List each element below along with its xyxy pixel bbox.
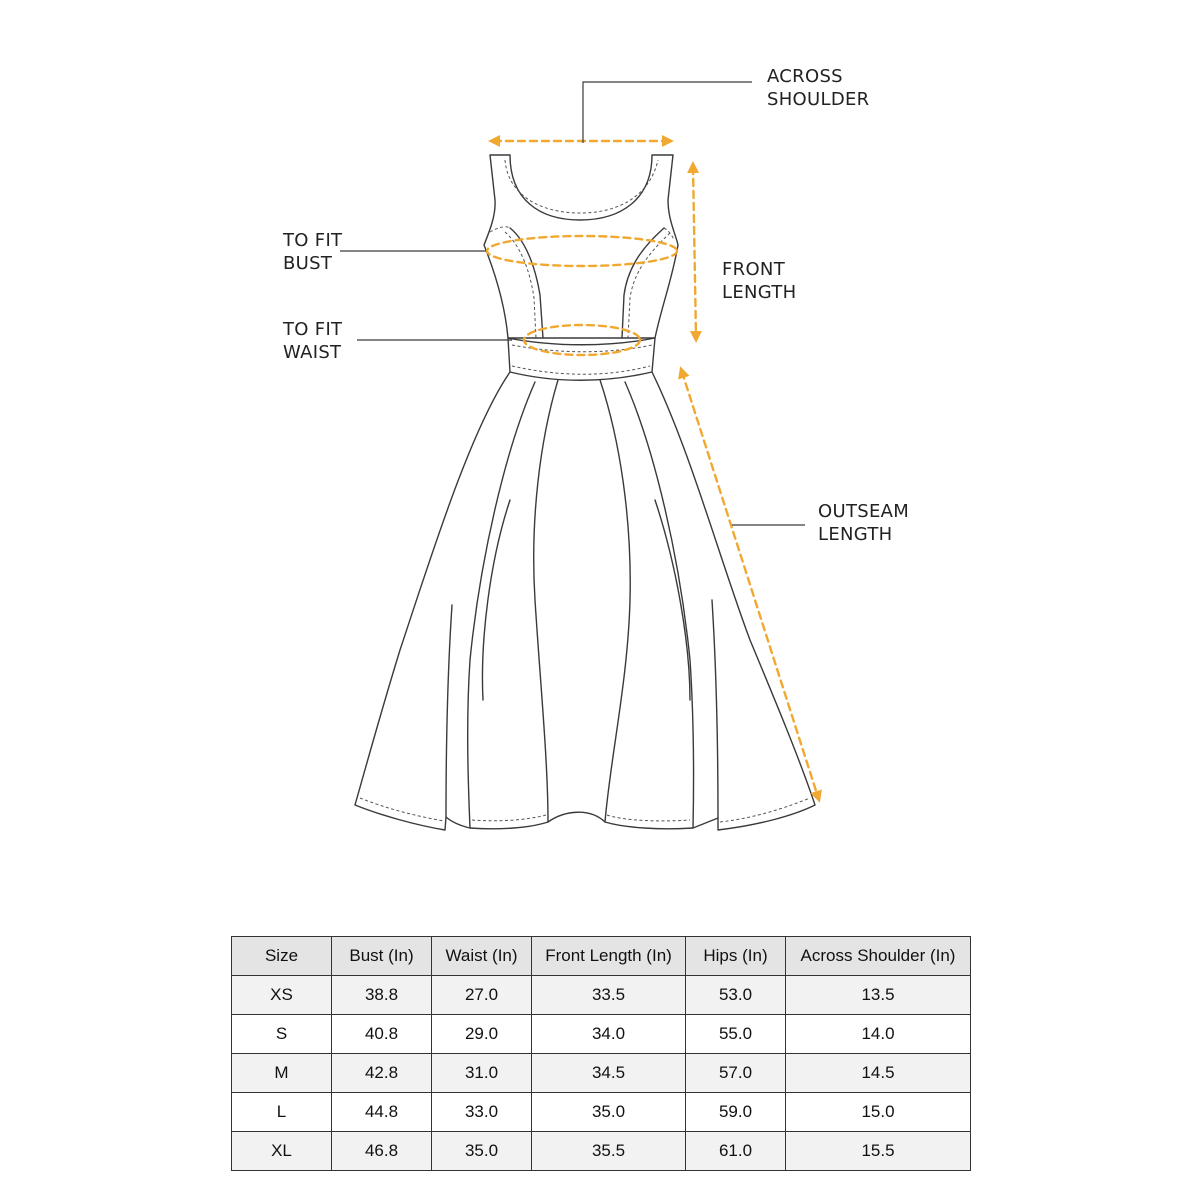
table-cell: 57.0	[686, 1054, 786, 1093]
table-cell: L	[232, 1093, 332, 1132]
table-cell: 14.0	[786, 1015, 971, 1054]
skirt-left-slit	[446, 605, 452, 817]
table-cell: 33.0	[432, 1093, 532, 1132]
front-length-arrow	[693, 167, 696, 337]
skirt-right-crease	[655, 500, 690, 700]
table-row	[232, 976, 971, 1015]
table-cell: 42.8	[332, 1054, 432, 1093]
table-cell: 35.0	[532, 1093, 686, 1132]
header-waist: Waist (In)	[432, 937, 532, 976]
right-princess-stitch	[628, 233, 670, 338]
waist-measure-ellipse	[524, 325, 640, 355]
skirt-left-fold	[468, 382, 535, 828]
table-row	[232, 1093, 971, 1132]
skirt-right-slit	[712, 600, 718, 818]
label-front-length: FRONT LENGTH	[722, 259, 797, 303]
table-cell: M	[232, 1054, 332, 1093]
label-to-fit-bust: TO FIT BUST	[283, 230, 343, 274]
table-cell: 35.0	[432, 1132, 532, 1171]
table-cell: XS	[232, 976, 332, 1015]
table-cell: 35.5	[532, 1132, 686, 1171]
hem-right-stitch	[720, 798, 810, 822]
table-cell: 53.0	[686, 976, 786, 1015]
left-princess-seam	[510, 228, 543, 338]
table-cell: 14.5	[786, 1054, 971, 1093]
left-armhole-stitch	[490, 227, 510, 232]
bust-measure-ellipse	[487, 236, 677, 266]
table-cell: XL	[232, 1132, 332, 1171]
table-row	[232, 1054, 971, 1093]
header-hips: Hips (In)	[686, 937, 786, 976]
table-cell: 44.8	[332, 1093, 432, 1132]
neckline-stitch	[505, 160, 658, 213]
skirt-outline	[355, 372, 815, 830]
label-to-fit-waist: TO FIT WAIST	[283, 319, 343, 363]
header-size: Size	[232, 937, 332, 976]
across-shoulder-leader	[583, 82, 752, 143]
skirt-left-panel	[534, 380, 558, 822]
table-cell: 13.5	[786, 976, 971, 1015]
table-cell: 34.5	[532, 1054, 686, 1093]
skirt-left-crease	[482, 500, 510, 700]
leader-lines	[340, 82, 805, 525]
hem-left-stitch	[360, 798, 444, 821]
label-outseam-length: OUTSEAM LENGTH	[818, 501, 910, 545]
right-princess-seam	[622, 228, 664, 338]
table-cell: 33.5	[532, 976, 686, 1015]
outseam-length-arrow	[682, 372, 818, 797]
skirt-right-panel	[600, 380, 630, 822]
skirt-right-fold	[625, 382, 694, 828]
table-header-row	[232, 937, 971, 976]
table-cell: 29.0	[432, 1015, 532, 1054]
header-bust: Bust (In)	[332, 937, 432, 976]
table-row	[232, 1132, 971, 1171]
label-across-shoulder: ACROSS SHOULDER	[767, 66, 870, 110]
table-row	[232, 1015, 971, 1054]
waistband-bottom-stitch	[512, 366, 650, 374]
left-princess-stitch	[505, 232, 536, 338]
table-cell: 34.0	[532, 1015, 686, 1054]
table-cell: 55.0	[686, 1015, 786, 1054]
table-cell: 15.5	[786, 1132, 971, 1171]
measurement-labels	[282, 66, 915, 545]
header-across-shoulder: Across Shoulder (In)	[786, 937, 971, 976]
table-cell: 27.0	[432, 976, 532, 1015]
table-cell: 59.0	[686, 1093, 786, 1132]
table-cell: 61.0	[686, 1132, 786, 1171]
table-cell: 31.0	[432, 1054, 532, 1093]
header-front-length: Front Length (In)	[532, 937, 686, 976]
table-cell: S	[232, 1015, 332, 1054]
table-cell: 46.8	[332, 1132, 432, 1171]
bodice-outline	[484, 155, 678, 338]
table-cell: 15.0	[786, 1093, 971, 1132]
table-cell: 40.8	[332, 1015, 432, 1054]
size-chart-table	[231, 936, 971, 1171]
waistband-outline	[508, 338, 655, 380]
table-cell: 38.8	[332, 976, 432, 1015]
dress-illustration	[355, 155, 815, 830]
hem-center-stitch	[472, 815, 690, 821]
